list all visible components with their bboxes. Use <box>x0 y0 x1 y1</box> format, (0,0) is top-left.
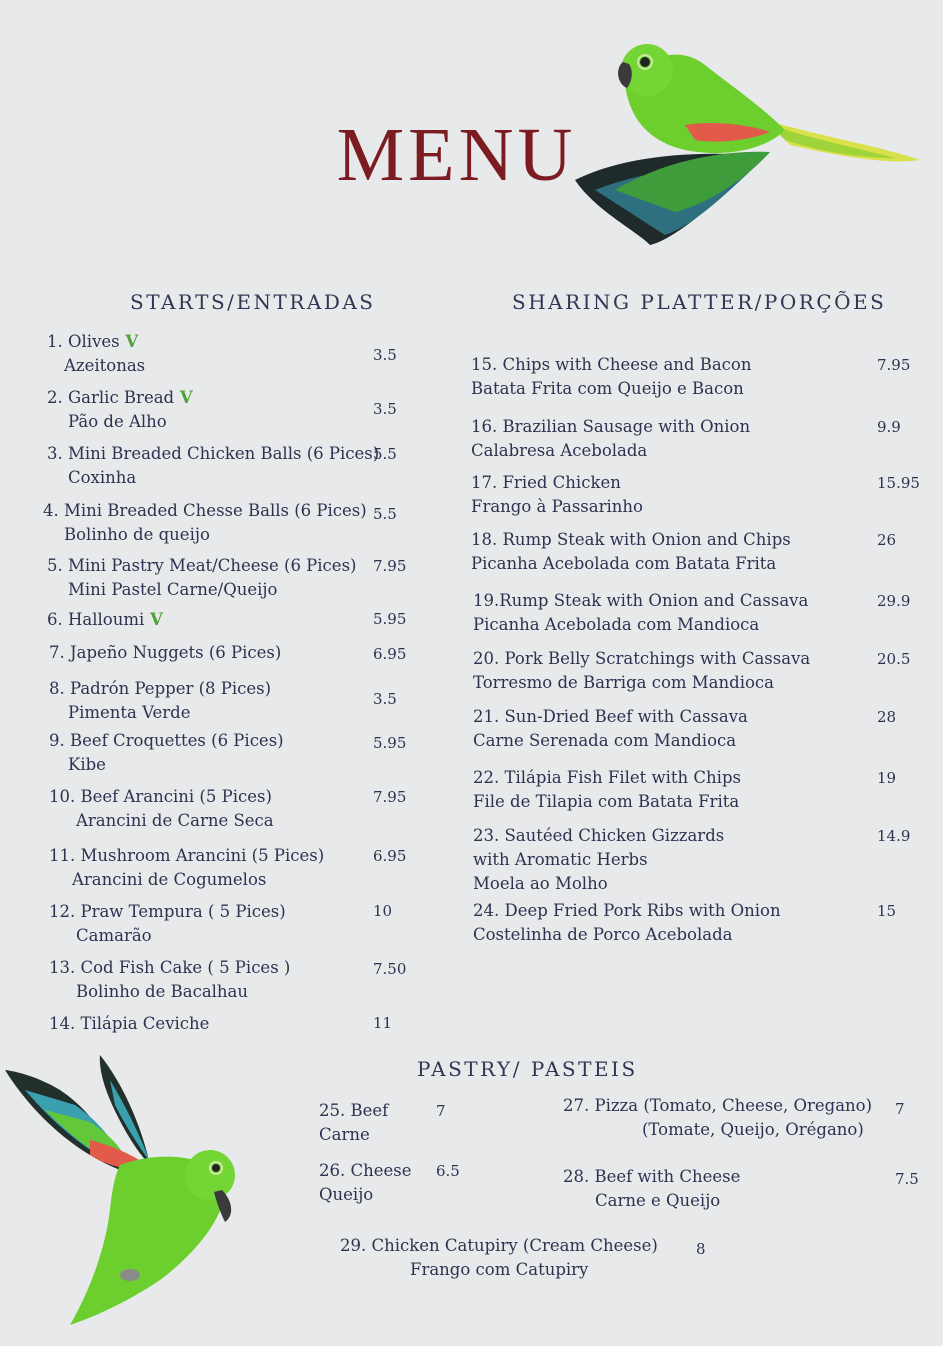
item-subtitle: Costelinha de Porco Acebolada <box>473 925 733 944</box>
item-name: 5. Mini Pastry Meat/Cheese (6 Pices) <box>47 556 357 575</box>
starts-item <box>49 844 324 868</box>
item-name: 17. Fried Chicken <box>471 473 621 492</box>
item-subtitle: Arancini de Carne Seca <box>76 811 274 830</box>
starts-item <box>47 554 356 578</box>
starts-item <box>49 900 286 924</box>
item-subtitle: Frango com Catupiry <box>410 1260 589 1279</box>
item-name: 16. Brazilian Sausage with Onion <box>471 417 751 436</box>
item-name: 4. Mini Breaded Chesse Balls (6 Pices) <box>43 501 367 520</box>
menu-title: MENU <box>336 113 577 197</box>
item-price: 14.9 <box>877 827 911 845</box>
item-name: 19.Rump Steak with Onion and Cassava <box>473 591 809 610</box>
item-name: 15. Chips with Cheese and Bacon <box>471 355 752 374</box>
item-name: 6. Halloumi <box>47 610 145 629</box>
item-price: 7 <box>895 1100 905 1118</box>
item-subtitle: Azeitonas <box>64 356 146 375</box>
item-subtitle: Frango à Passarinho <box>471 497 643 516</box>
item-subtitle: Bolinho de Bacalhau <box>76 982 249 1001</box>
item-name: 20. Pork Belly Scratchings with Cassava <box>473 649 811 668</box>
starts-item <box>47 442 379 466</box>
item-price: 8 <box>696 1240 706 1258</box>
starts-item <box>49 641 281 665</box>
veg-badge: V <box>174 388 193 407</box>
item-subtitle: Mini Pastel Carne/Queijo <box>68 580 278 599</box>
item-price: 29.9 <box>877 592 911 610</box>
item-name: 1. Olives <box>47 332 120 351</box>
item-subtitle: Carne <box>319 1125 370 1144</box>
item-price: 7.5 <box>895 1170 919 1188</box>
item-price: 7 <box>436 1102 446 1120</box>
item-subtitle: Picanha Acebolada com Batata Frita <box>471 554 777 573</box>
item-name: 8. Padrón Pepper (8 Pices) <box>49 679 272 698</box>
item-price: 5.95 <box>373 610 407 628</box>
starts-item <box>43 499 367 523</box>
item-subtitle: Calabresa Acebolada <box>471 441 648 460</box>
sharing-heading: SHARING PLATTER/PORÇÕES <box>512 290 887 314</box>
starts-item <box>49 785 272 809</box>
item-price: 26 <box>877 531 897 549</box>
item-subtitle: Picanha Acebolada com Mandioca <box>473 615 760 634</box>
item-name: 10. Beef Arancini (5 Pices) <box>49 787 272 806</box>
starts-item <box>49 729 284 753</box>
item-subtitle: Torresmo de Barriga com Mandioca <box>473 673 774 692</box>
item-subtitle: Kibe <box>68 755 106 774</box>
item-name: 7. Japeño Nuggets (6 Pices) <box>49 643 282 662</box>
item-name: 11. Mushroom Arancini (5 Pices) <box>49 846 325 865</box>
item-name: 3. Mini Breaded Chicken Balls (6 Pices) <box>47 444 380 463</box>
starts-heading: STARTS/ENTRADAS <box>130 290 376 314</box>
item-price: 5.5 <box>373 445 397 463</box>
item-subtitle: Camarão <box>76 926 152 945</box>
pastry-heading: PASTRY/ PASTEIS <box>417 1057 638 1081</box>
item-subtitle: Bolinho de queijo <box>64 525 210 544</box>
starts-item <box>49 956 290 980</box>
veg-badge: V <box>144 610 163 629</box>
item-price: 7.50 <box>373 960 407 978</box>
item-price: 19 <box>877 769 897 787</box>
item-subtitle: Batata Frita com Queijo e Bacon <box>471 379 744 398</box>
item-name: 27. Pizza (Tomato, Cheese, Oregano) <box>563 1096 873 1115</box>
item-subtitle: File de Tilapia com Batata Frita <box>473 792 740 811</box>
item-name: 2. Garlic Bread <box>47 388 175 407</box>
veg-badge: V <box>119 332 139 351</box>
item-price: 6.95 <box>373 847 407 865</box>
item-subtitle: Carne Serenada com Mandioca <box>473 731 737 750</box>
item-price: 3.5 <box>373 346 397 364</box>
item-subtitle: Pimenta Verde <box>68 703 191 722</box>
parrot-bottom-icon <box>0 1050 250 1330</box>
item-subtitle: Queijo <box>319 1185 374 1204</box>
item-price: 7.95 <box>877 356 911 374</box>
item-price: 15.95 <box>877 474 920 492</box>
item-name: 23. Sautéed Chicken Gizzards <box>473 826 725 845</box>
item-subtitle: Arancini de Cogumelos <box>72 870 267 889</box>
item-name: 12. Praw Tempura ( 5 Pices) <box>49 902 286 921</box>
item-price: 3.5 <box>373 400 397 418</box>
starts-item <box>49 677 271 701</box>
starts-item <box>47 330 138 354</box>
starts-item <box>47 608 163 632</box>
item-name: 26. Cheese <box>319 1161 412 1180</box>
item-name: 25. Beef <box>319 1101 389 1120</box>
item-name: 29. Chicken Catupiry (Cream Cheese) <box>340 1236 658 1255</box>
item-name: 28. Beef with Cheese <box>563 1167 741 1186</box>
item-subtitle: Moela ao Molho <box>473 874 608 893</box>
item-price: 28 <box>877 708 897 726</box>
item-name: 13. Cod Fish Cake ( 5 Pices ) <box>49 958 291 977</box>
item-price: 6.95 <box>373 645 407 663</box>
item-price: 11 <box>373 1014 393 1032</box>
item-price: 5.95 <box>373 734 407 752</box>
item-price: 15 <box>877 902 897 920</box>
item-price: 9.9 <box>877 418 901 436</box>
item-price: 7.95 <box>373 557 407 575</box>
item-subtitle: (Tomate, Queijo, Orégano) <box>642 1120 864 1139</box>
item-name: 22. Tilápia Fish Filet with Chips <box>473 768 741 787</box>
item-name: 21. Sun-Dried Beef with Cassava <box>473 707 748 726</box>
starts-item <box>49 1012 209 1036</box>
item-name: 9. Beef Croquettes (6 Pices) <box>49 731 284 750</box>
item-price: 7.95 <box>373 788 407 806</box>
item-price: 20.5 <box>877 650 911 668</box>
item-price: 10 <box>373 902 393 920</box>
item-name: 18. Rump Steak with Onion and Chips <box>471 530 791 549</box>
starts-item <box>47 386 193 410</box>
item-subtitle: Coxinha <box>68 468 137 487</box>
item-price: 5.5 <box>373 505 397 523</box>
item-subtitle: Pão de Alho <box>68 412 167 431</box>
item-name: 14. Tilápia Ceviche <box>49 1014 210 1033</box>
item-subtitle: Carne e Queijo <box>595 1191 721 1210</box>
item-price: 3.5 <box>373 690 397 708</box>
item-price: 6.5 <box>436 1162 460 1180</box>
item-name: 24. Deep Fried Pork Ribs with Onion <box>473 901 781 920</box>
item-subtitle: with Aromatic Herbs <box>473 850 648 869</box>
